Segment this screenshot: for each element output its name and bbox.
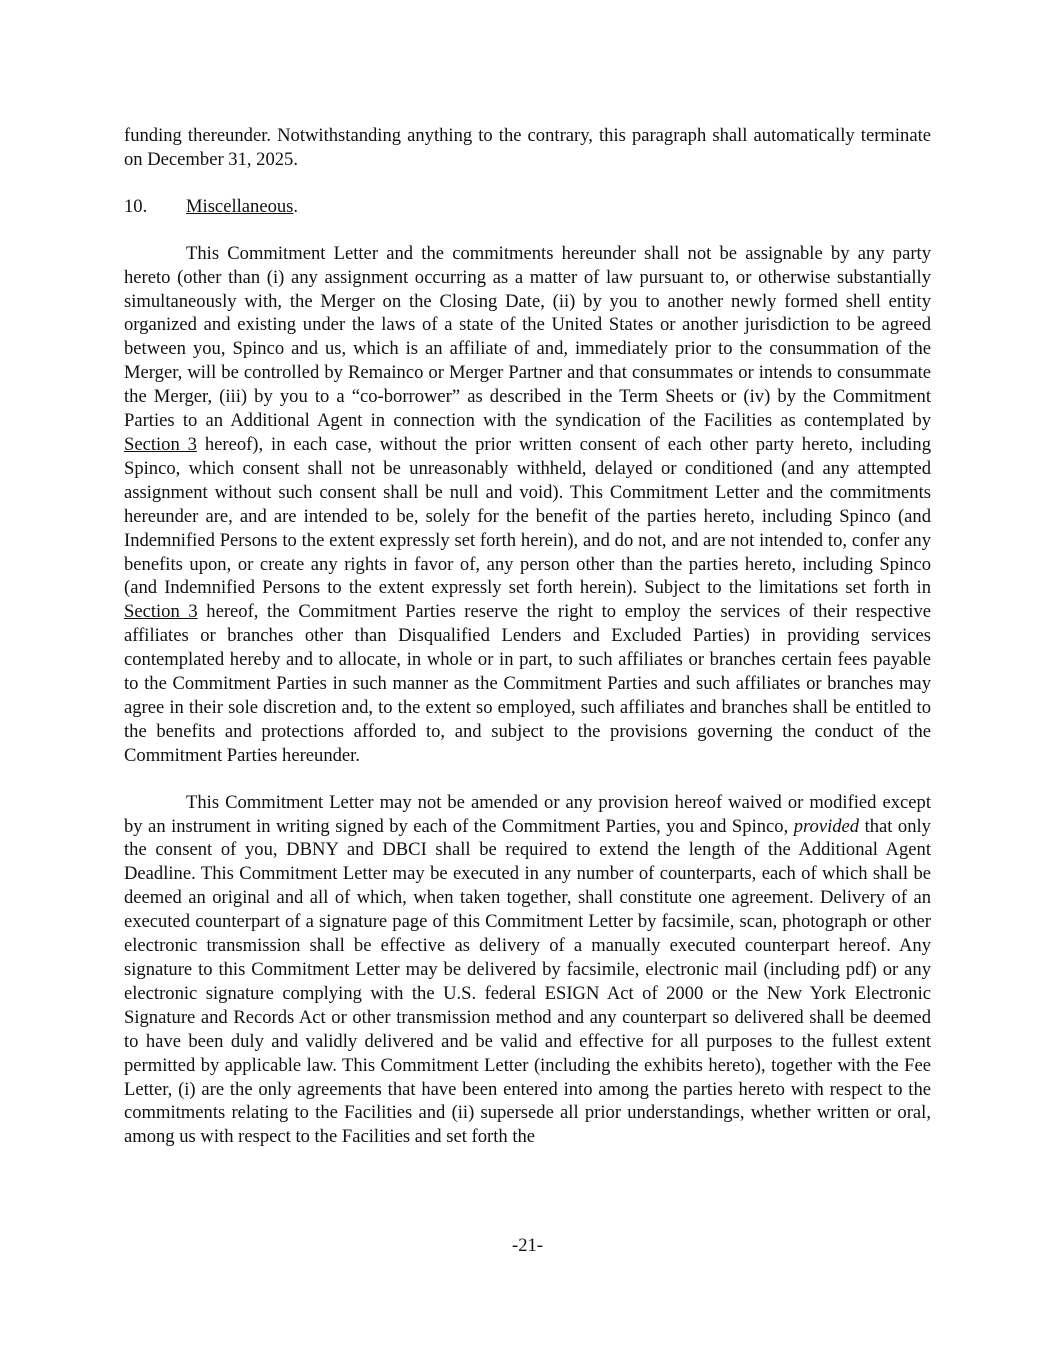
section-reference: Section 3 — [124, 601, 198, 623]
page-number: -21- — [512, 1235, 543, 1256]
section-reference: Section 3 — [124, 433, 197, 455]
provided-term: provided — [793, 815, 860, 837]
amendment-text-b: that only the consent of you, DBNY and DBCI shall be required to extend the length of the Additional Agent Deadline. This Commitment Letter may be executed in any number of counterparts, each of which shall be deemed an original and all of which, when taken together, shall constitute one agreement. Delivery of an executed counterpart of a signature page of this Commitment Letter by facsimile, scan, photograph or other electronic transmission shall be effective as delivery of a manually executed counterpart hereof. Any signature to this Commitment Letter may be delivered by facsimile, electronic mail (including pdf) or any electronic signature complying with the U.S. federal ESIGN Act of 2000 or the New York Electronic Signature and Records Act or other transmission method and any counterpart so delivered shall be deemed to have been duly and validly delivered and be valid and effective for all purposes to the fullest extent permitted by applicable law. This Commitment Letter (including the exhibits hereto), together with the Fee Letter, (i) are the only agreements that have been entered into among the parties hereto with respect to the commitments relating to the Facilities and (ii) supersede all prior understandings, whether written or oral, among us with respect to the Facilities and set forth the — [124, 815, 931, 1148]
assignment-text-b: hereof), in each case, without the prior written consent of each other party hereto, including Spinco, which consent shall not be unreasonably withheld, delayed or conditioned (and any attempted assignment without such consent shall be null and void). This Commitment Letter and the commitments hereunder are, and are intended to be, solely for the benefit of the parties hereto, including Spinco (and Indemnified Persons to the extent expressly set forth herein), and do not, and are not intended to, confer any benefits upon, or create any rights in favor of, any person other than the parties hereto, including Spinco (and Indemnified Persons to the extent expressly set forth herein). Subject to the limitations set forth in — [124, 433, 931, 599]
document-page — [124, 124, 931, 1149]
assignment-text-a: This Commitment Letter and the commitments hereunder shall not be assignable by any party hereto (other than (i) any assignment occurring as a matter of law pursuant to, or otherwise substantially simultaneously with, the Merger on the Closing Date, (ii) by you to another newly formed shell entity organized and existing under the laws of a state of the United States or another jurisdiction to be agreed between you, Spinco and us, which is an affiliate of and, immediately prior to the consummation of the Merger, will be controlled by Remainco or Merger Partner and that consummates or intends to consummate the Merger, (iii) by you to a “co-borrower” as described in the Term Sheets or (iv) by the Commitment Parties to an Additional Agent in connection with the syndication of the Facilities as contemplated by — [124, 242, 931, 432]
amendment-text-a: This Commitment Letter may not be amended or any provision hereof waived or modified except by an instrument in writing signed by each of the Commitment Parties, you and Spinco, — [124, 791, 931, 837]
assignment-text-c: hereof, the Commitment Parties reserve the right to employ the services of their respective affiliates or branches other than Disqualified Lenders and Excluded Parties) in providing services contemplated hereby and to allocate, in whole or in part, to such affiliates or branches certain fees payable to the Commitment Parties in such manner as the Commitment Parties and such affiliates or branches may agree in their sole discretion and, to the extent so employed, such affiliates and branches shall be entitled to the benefits and protections afforded to, and subject to the provisions governing the conduct of the Commitment Parties hereunder. — [124, 601, 932, 766]
section-number: 10. — [124, 195, 148, 217]
continuation-paragraph: funding thereunder. Notwithstanding anything to the contrary, this paragraph shall automatically terminate on December 31, 2025. — [124, 125, 931, 170]
assignment-paragraph — [124, 242, 931, 768]
section-title: Miscellaneous — [186, 195, 294, 217]
amendment-paragraph — [124, 791, 931, 1150]
section-heading — [124, 195, 931, 219]
section-title-punct: . — [293, 195, 299, 217]
